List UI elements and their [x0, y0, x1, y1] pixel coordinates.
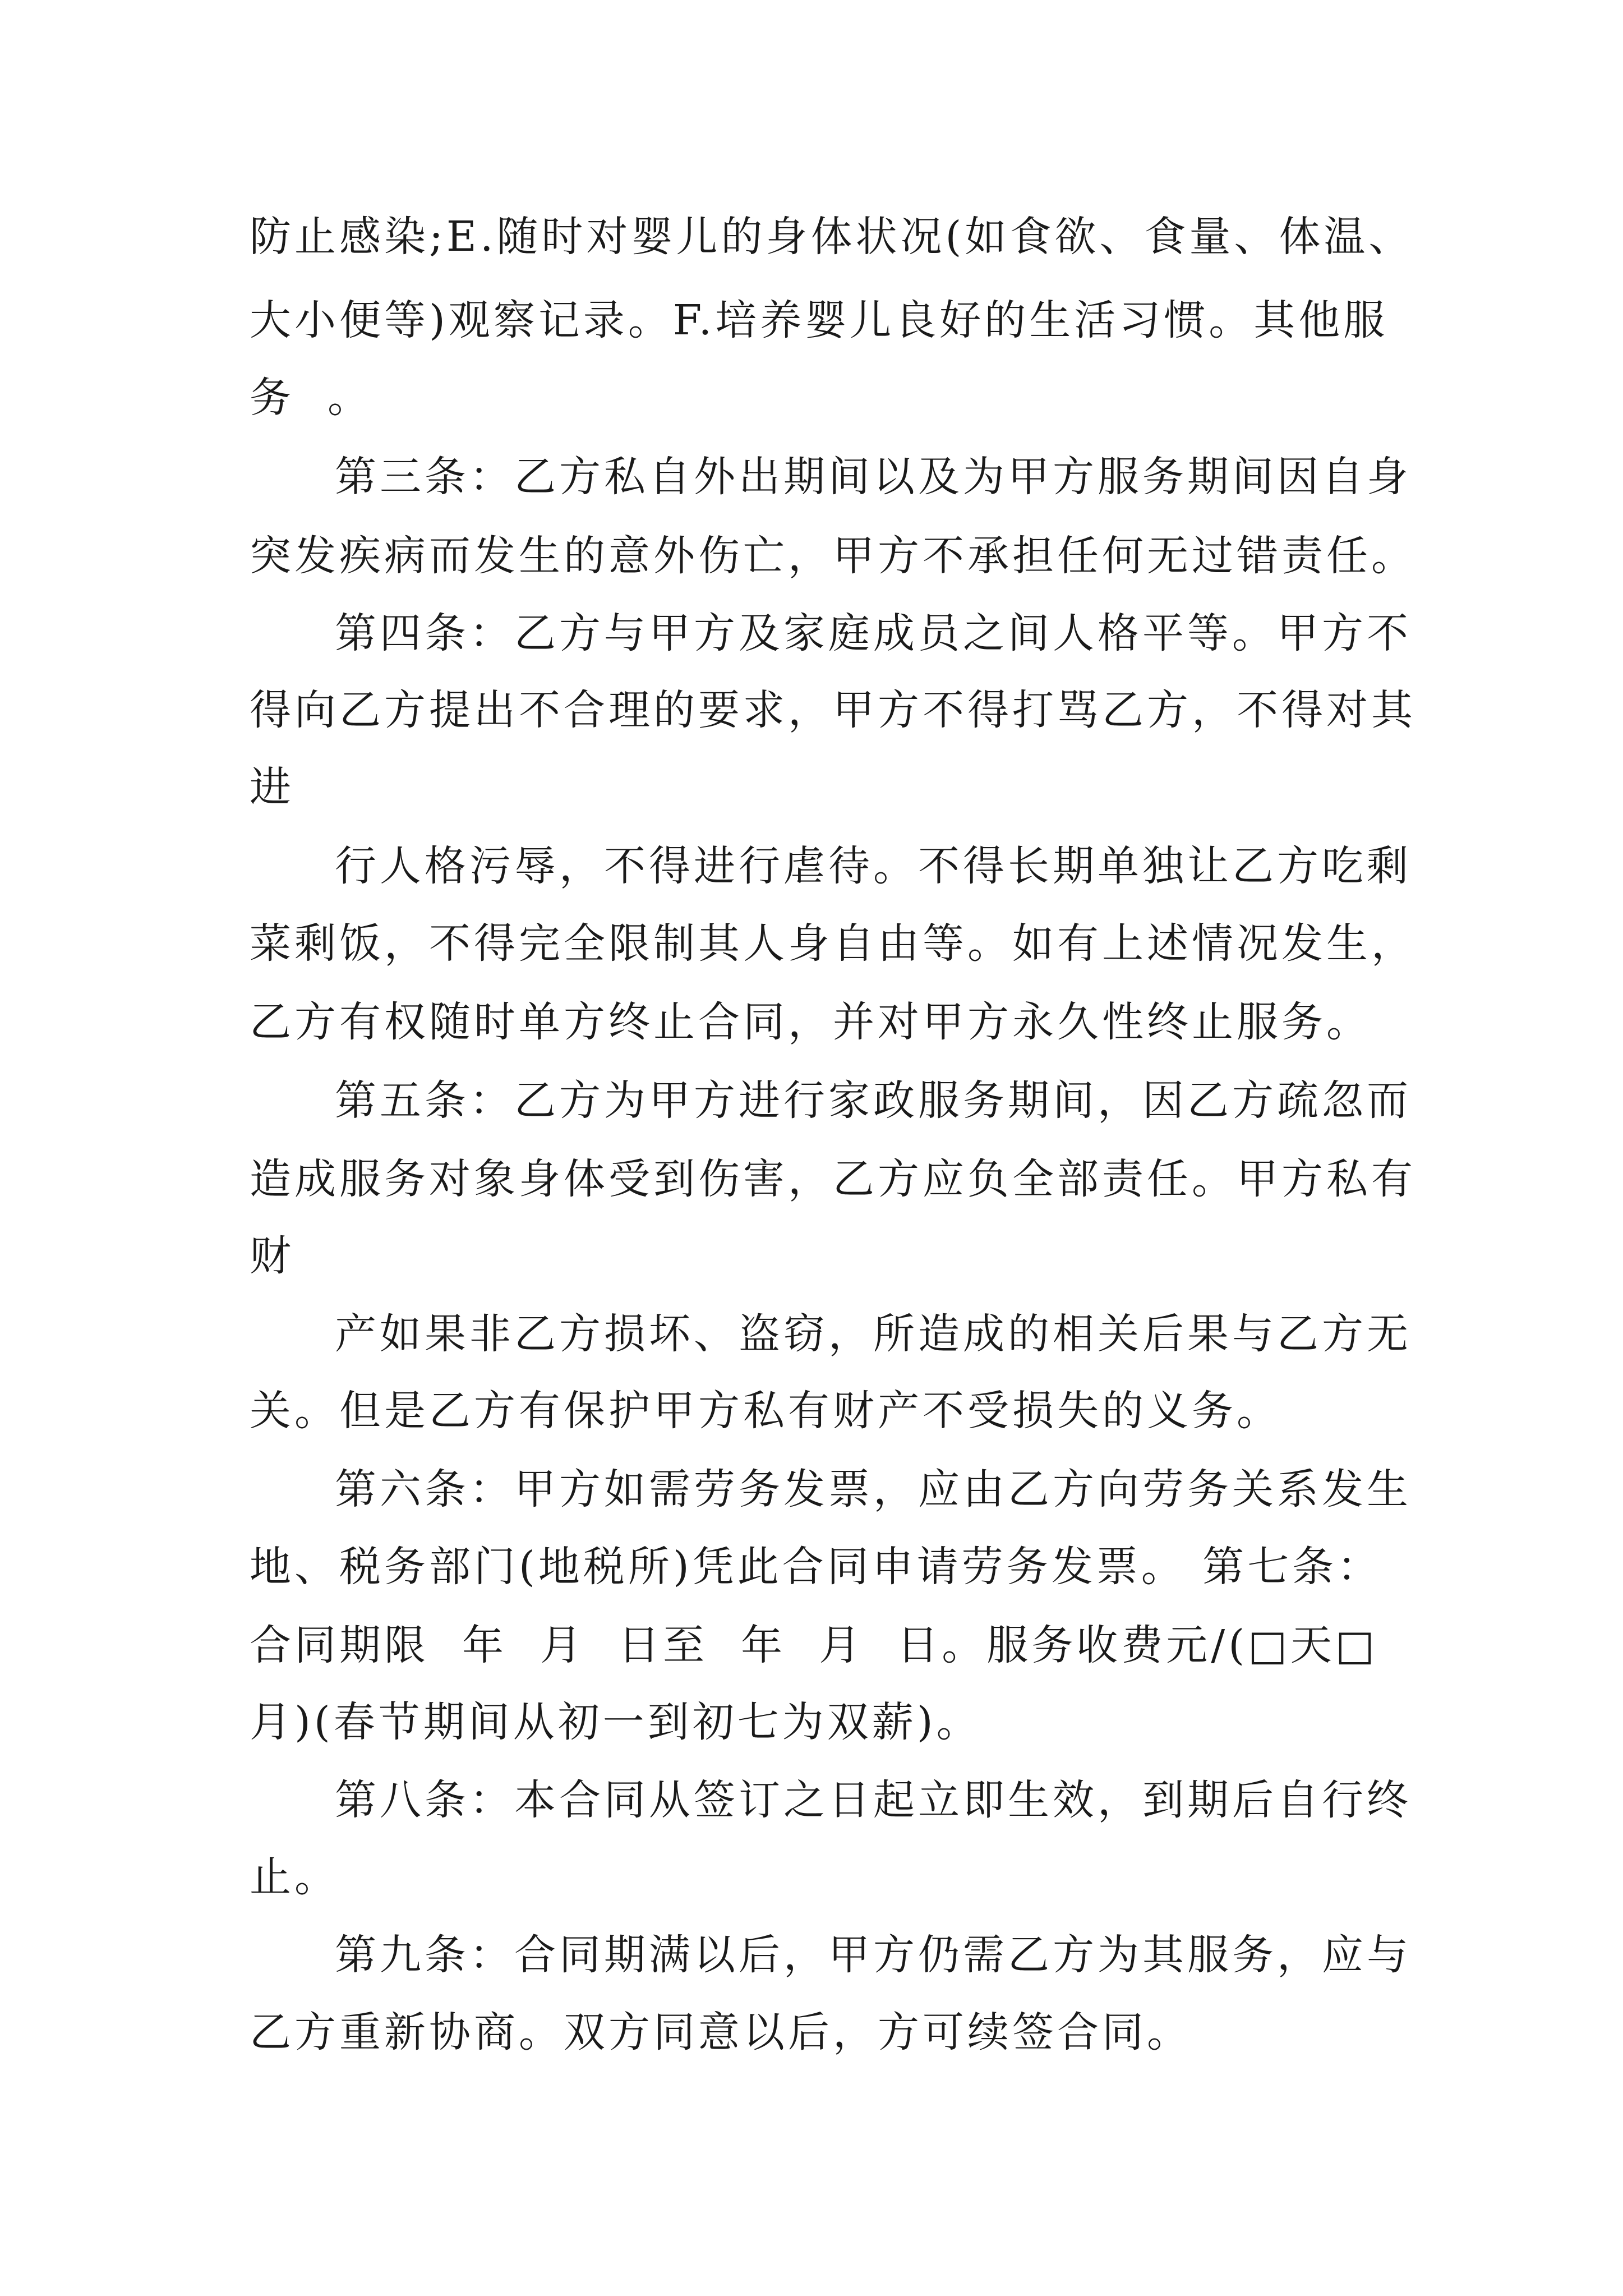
- text-line: 第三条：乙方私自外出期间以及为甲方服务期间因自身: [335, 453, 1412, 501]
- text-line: 财: [250, 1232, 294, 1280]
- text-line: 进: [250, 763, 294, 811]
- text-line: 造成服务对象身体受到伤害，乙方应负全部责任。甲方私有: [250, 1155, 1416, 1203]
- text-line: 产如果非乙方损坏、盗窃，所造成的相关后果与乙方无: [335, 1310, 1412, 1358]
- text-line: 第六条：甲方如需劳务发票，应由乙方向劳务关系发生: [335, 1465, 1412, 1513]
- text-line: 第九条：合同期满以后，甲方仍需乙方为其服务，应与: [335, 1931, 1412, 1979]
- text-line: 关。但是乙方有保护甲方私有财产不受损失的义务。: [250, 1387, 1281, 1435]
- text-line: 大小便等)观察记录。F.培养婴儿良好的生活习惯。其他服: [250, 296, 1389, 344]
- text-line: 防止感染;E.随时对婴儿的身体状况(如食欲、食量、体温、: [250, 213, 1414, 261]
- text-line: 突发疾病而发生的意外伤亡，甲方不承担任何无过错责任。: [250, 532, 1416, 580]
- text-line: 第五条：乙方为甲方进行家政服务期间，因乙方疏忽而: [335, 1076, 1412, 1125]
- text-line: 乙方有权随时单方终止合同，并对甲方永久性终止服务。: [250, 998, 1371, 1046]
- text-line: 务 。: [250, 374, 373, 422]
- text-line: 月)(春节期间从初一到初七为双薪)。: [250, 1698, 981, 1746]
- text-line: 地、税务部门(地税所)凭此合同申请劳务发票。 第七条：: [250, 1543, 1382, 1591]
- text-line: 止。: [250, 1853, 339, 1901]
- text-line: 菜剩饭，不得完全限制其人身自由等。如有上述情况发生，: [250, 919, 1416, 968]
- text-line: 行人格污辱，不得进行虐待。不得长期单独让乙方吃剩: [335, 842, 1412, 890]
- text-line: 第八条：本合同从签订之日起立即生效，到期后自行终: [335, 1776, 1412, 1824]
- text-line: 合同期限 年 月 日至 年 月 日。服务收费元/(□天□: [250, 1621, 1378, 1669]
- text-line: 乙方重新协商。双方同意以后，方可续签合同。: [250, 2008, 1192, 2056]
- text-line: 第四条：乙方与甲方及家庭成员之间人格平等。甲方不: [335, 609, 1412, 657]
- text-line: 得向乙方提出不合理的要求，甲方不得打骂乙方，不得对其: [250, 686, 1416, 734]
